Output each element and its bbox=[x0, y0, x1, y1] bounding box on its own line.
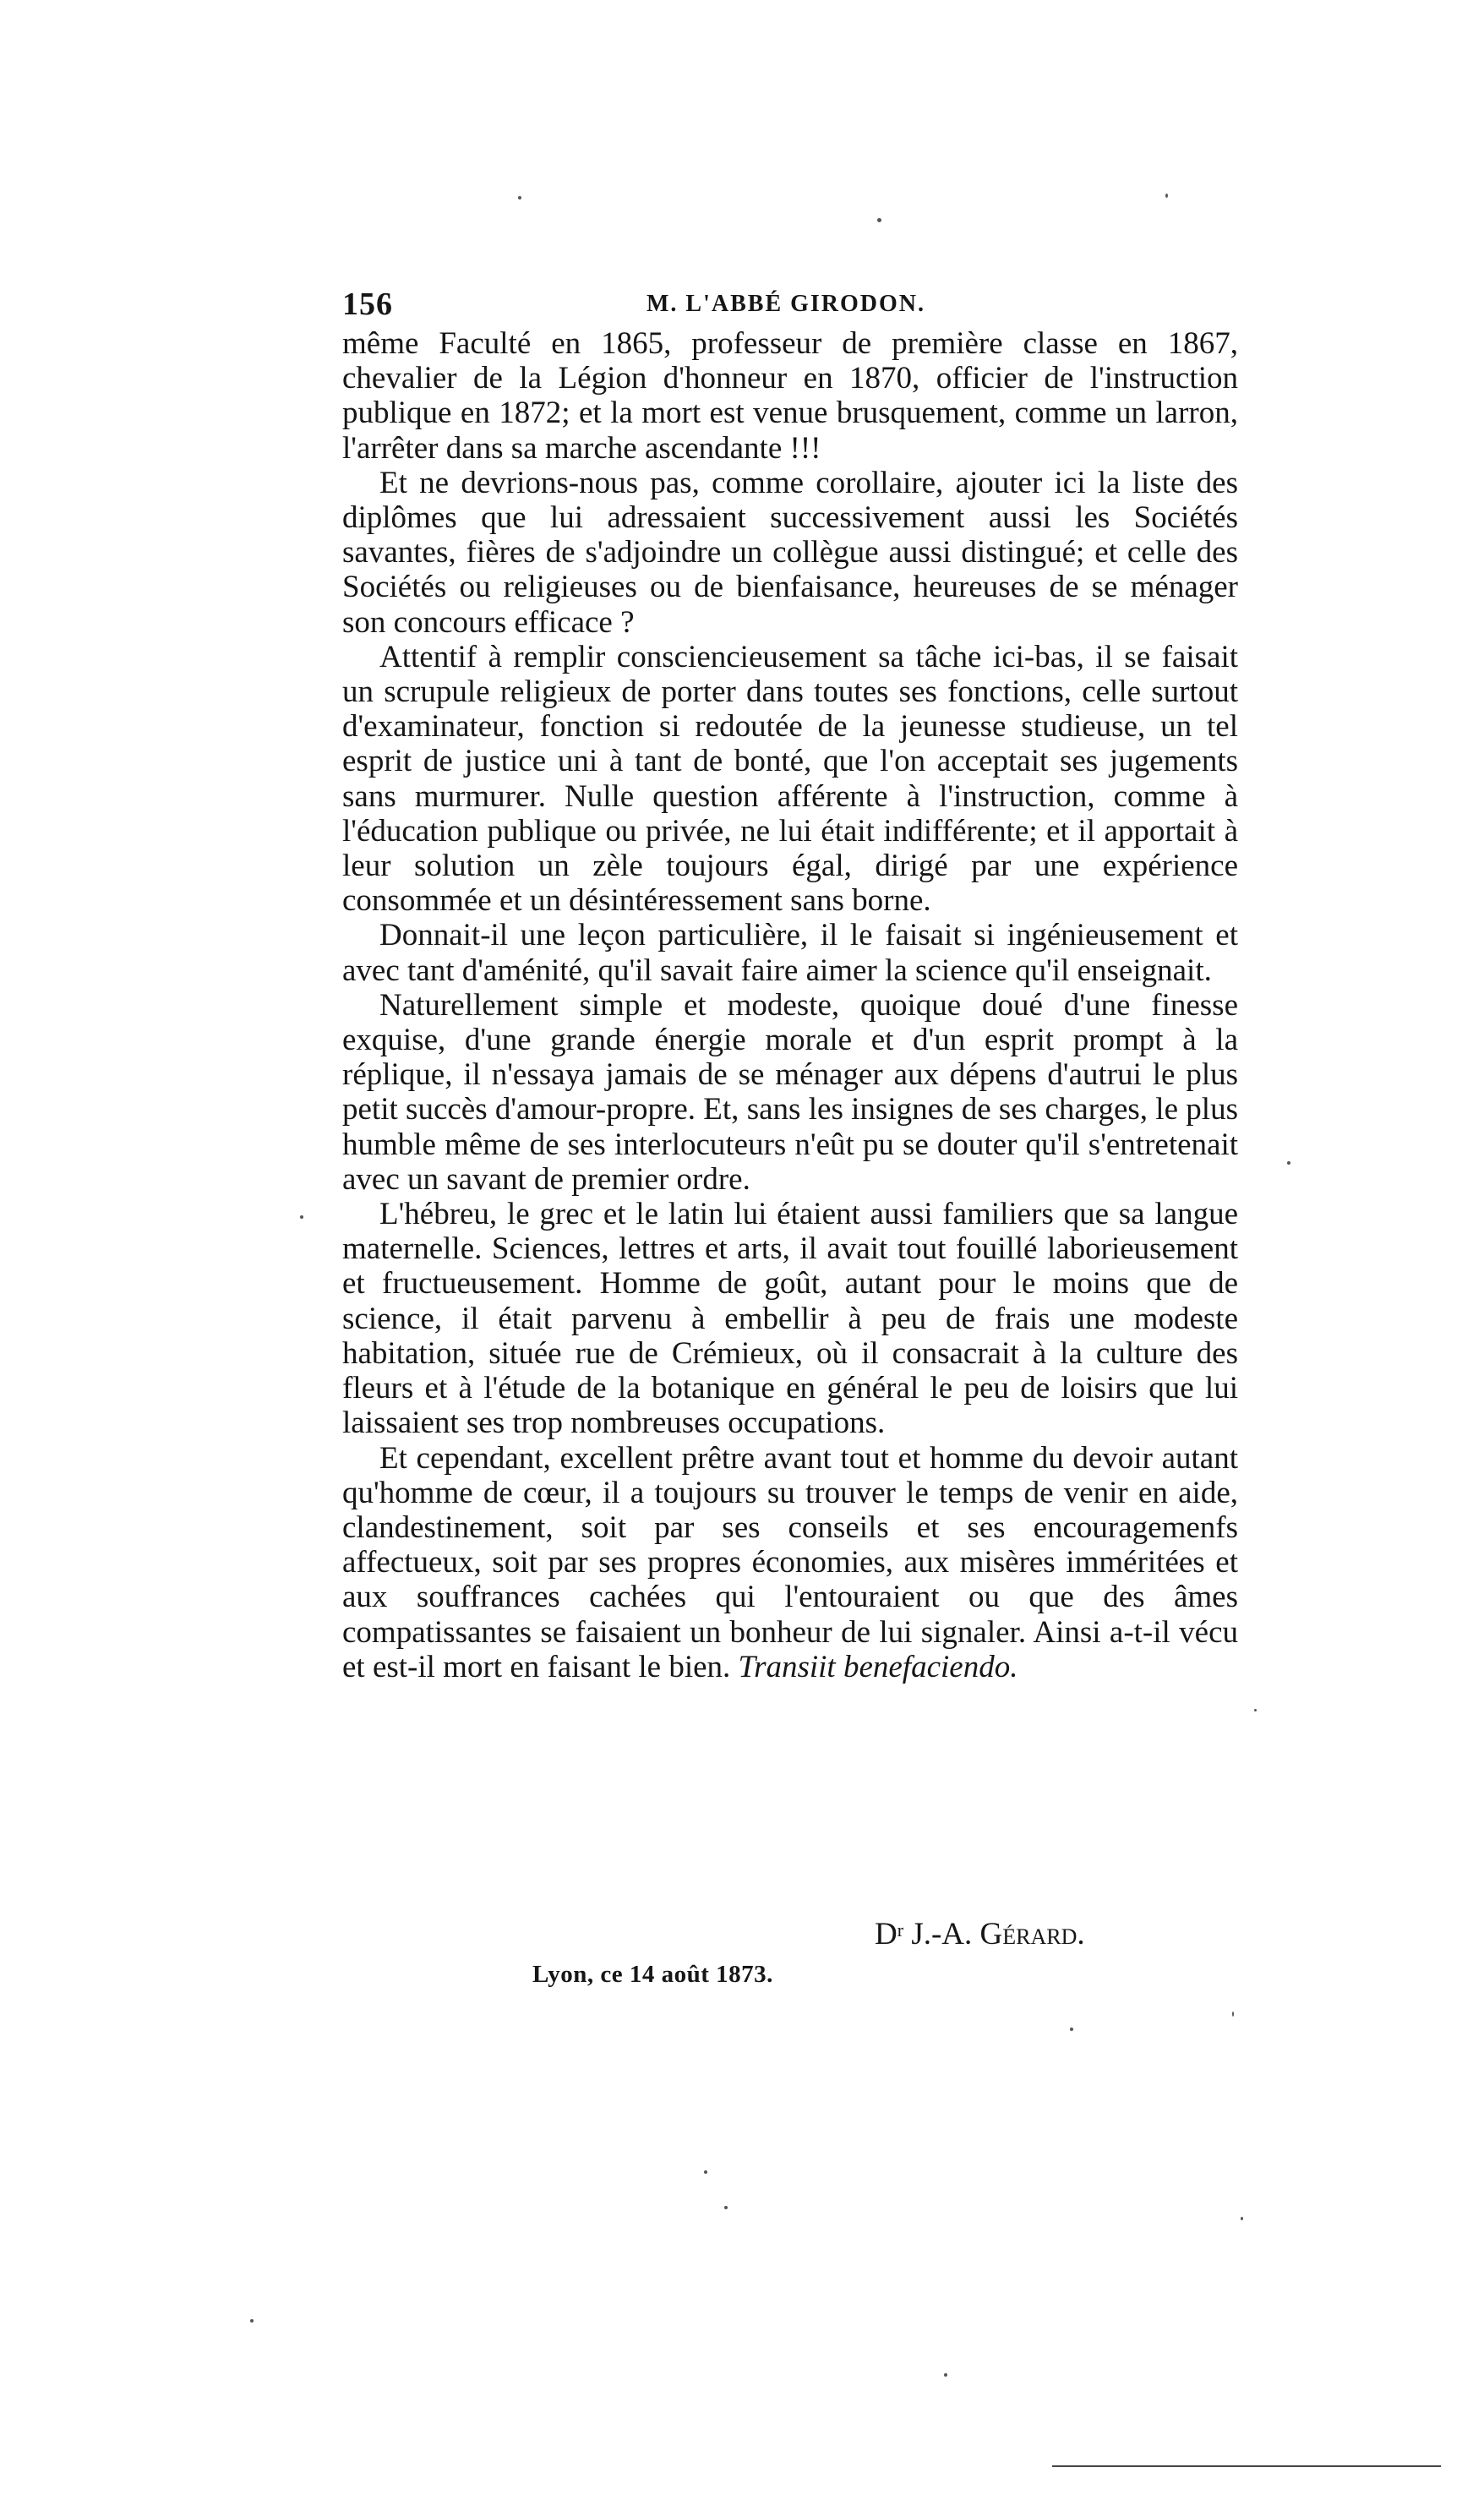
paragraph-text: Et cependant, excellent prêtre avant tout et homme du devoir autant qu'homme de cœur, il a toujours su trouver le temps de venir en aide, clandestinement, soit par ses conseils et ses encouragemenfs affectueux, soit par ses propres économies, aux misères imméritées et aux souffrances cachées qui l'entouraient ou que des âmes compatissantes se faisaient un bonheur de lui signaler. Ainsi a-t-il vécu et est-il mort en faisant le bien. bbox=[342, 1440, 1238, 1684]
signature bbox=[875, 1916, 1085, 1952]
page-number: 156 bbox=[342, 287, 393, 322]
scan-speck bbox=[704, 2170, 707, 2174]
signature-title: D bbox=[875, 1917, 897, 1951]
paragraph: Attentif à remplir consciencieusement sa tâche ici-bas, il se faisait un scrupule religieux de porter dans toutes ses fonctions, celle surtout d'examinateur, fonction si redoutée de la jeunesse studieuse, un tel esprit de justice uni à tant de bonté, que l'on acceptait ses jugements sans murmurer. Nulle question afférente à l'instruction, comme à l'éducation publique ou privée, ne lui était indifférente; et il apportait à leur solution un zèle toujours égal, dirigé par une expérience consommée et un désintéressement sans borne. bbox=[342, 639, 1238, 919]
paragraph bbox=[342, 1441, 1238, 1684]
paragraph: Donnait-il une leçon particulière, il le faisait si ingénieusement et avec tant d'aménité, qu'il savait faire aimer la science qu'il enseignait. bbox=[342, 918, 1238, 988]
paragraph: L'hébreu, le grec et le latin lui étaient aussi familiers que sa langue maternelle. Sciences, lettres et arts, il avait tout fouillé laborieusement et fructueusement. Homme de goût, autant pour le moins que de science, il était parvenu à embellir à peu de frais une modeste habitation, située rue de Crémieux, où il consacrait à la culture des fleurs et à l'étude de la botanique en général le peu de loisirs que lui laissaient ses trop nombreuses occupations. bbox=[342, 1197, 1238, 1441]
scan-speck bbox=[1165, 194, 1168, 198]
signature-name: Gérard. bbox=[979, 1917, 1085, 1951]
paragraph: même Faculté en 1865, professeur de première classe en 1867, chevalier de la Légion d'honneur en 1870, officier de l'instruction publique en 1872; et la mort est venue brusquement, comme un larron, l'arrêter dans sa marche ascendante !!! bbox=[342, 326, 1238, 466]
signature-title-sup: r bbox=[897, 1919, 904, 1941]
running-head: M. L'ABBÉ GIRODON. bbox=[647, 291, 926, 317]
paragraph: Et ne devrions-nous pas, comme corollaire, ajouter ici la liste des diplômes que lui adressaient successivement aussi les Sociétés savantes, fières de s'adjoindre un collègue aussi distingué; et celle des Sociétés ou religieuses ou de bienfaisance, heureuses de se ménager son concours efficace ? bbox=[342, 465, 1238, 640]
scan-speck bbox=[1241, 2217, 1243, 2220]
scan-speck bbox=[1287, 1161, 1290, 1165]
latin-motto: Transiit benefaciendo. bbox=[738, 1649, 1018, 1684]
scan-speck bbox=[1232, 2011, 1234, 2017]
page-header bbox=[342, 286, 1238, 323]
signature-initials: J.-A. bbox=[911, 1917, 973, 1951]
bottom-rule bbox=[1052, 2465, 1441, 2467]
dateline: Lyon, ce 14 août 1873. bbox=[532, 1961, 773, 1988]
scan-speck bbox=[944, 2373, 947, 2377]
scan-speck bbox=[300, 1215, 303, 1219]
paragraph: Naturellement simple et modeste, quoique doué d'une finesse exquise, d'une grande énergie morale et d'un esprit prompt à la réplique, il n'essaya jamais de se ménager aux dépens d'autrui le plus petit succès d'amour-propre. Et, sans les insignes de ses charges, le plus humble même de ses interlocuteurs n'eût pu se douter qu'il s'entretenait avec un savant de premier ordre. bbox=[342, 987, 1238, 1197]
scan-speck bbox=[1070, 2028, 1073, 2031]
scan-speck bbox=[1254, 1709, 1257, 1711]
body-text bbox=[342, 326, 1238, 1684]
scan-speck bbox=[724, 2206, 728, 2209]
scan-speck bbox=[877, 218, 881, 222]
scan-speck bbox=[518, 196, 521, 199]
scan-speck bbox=[250, 2319, 254, 2323]
